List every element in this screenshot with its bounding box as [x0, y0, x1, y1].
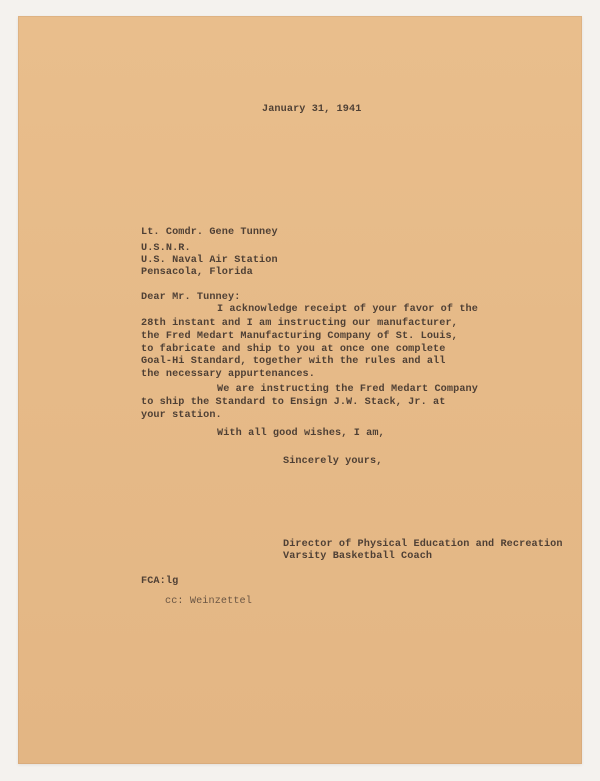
- cc-line: cc: Weinzettel: [165, 596, 252, 607]
- recipient-line-3: U.S. Naval Air Station: [141, 255, 278, 266]
- paragraph-2-line-1: We are instructing the Fred Medart Company: [217, 384, 478, 395]
- salutation: Dear Mr. Tunney:: [141, 292, 241, 303]
- paragraph-1-line-5: Goal-Hi Standard, together with the rules and all: [141, 356, 446, 367]
- closing-wishes: With all good wishes, I am,: [217, 428, 385, 439]
- paragraph-1-line-4: to fabricate and ship to you at once one complete: [141, 344, 446, 355]
- paragraph-2-line-2: to ship the Standard to Ensign J.W. Stack, Jr. at: [141, 397, 446, 408]
- recipient-line-4: Pensacola, Florida: [141, 267, 253, 278]
- paragraph-1-line-1: I acknowledge receipt of your favor of the: [217, 304, 478, 315]
- paragraph-2-line-3: your station.: [141, 410, 222, 421]
- signature-title-line-1: Director of Physical Education and Recreation: [283, 539, 563, 550]
- typist-initials: FCA:lg: [141, 576, 179, 587]
- paragraph-1-line-6: the necessary appurtenances.: [141, 369, 315, 380]
- sign-off: Sincerely yours,: [283, 456, 383, 467]
- signature-title-line-2: Varsity Basketball Coach: [283, 551, 433, 562]
- letter-date: January 31, 1941: [262, 104, 362, 115]
- paragraph-1-line-2: 28th instant and I am instructing our manufacturer,: [141, 318, 458, 329]
- recipient-line-2: U.S.N.R.: [141, 243, 191, 254]
- paragraph-1-line-3: the Fred Medart Manufacturing Company of St. Louis,: [141, 331, 458, 342]
- recipient-line-1: Lt. Comdr. Gene Tunney: [141, 227, 278, 238]
